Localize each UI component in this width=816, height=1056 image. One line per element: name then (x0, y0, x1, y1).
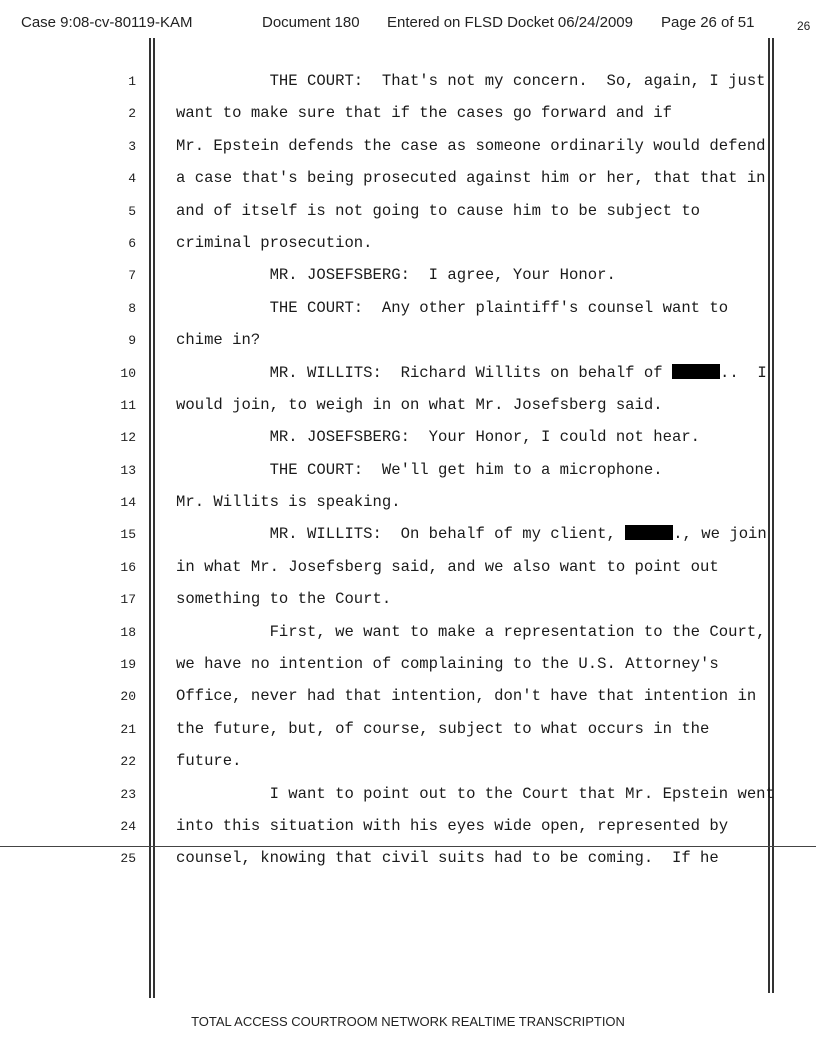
line-text-segment: we have no intention of complaining to the U.S. Attorney's (176, 655, 719, 674)
line-number: 14 (120, 495, 136, 511)
page-indicator: Page 26 of 51 (661, 14, 755, 31)
line-text-segment: .. I (719, 363, 767, 382)
transcript-line (0, 193, 816, 225)
line-number: 15 (120, 527, 136, 543)
line-text (176, 687, 756, 705)
line-text-segment: MR. JOSEFSBERG: Your Honor, I could not hear. (176, 428, 701, 447)
line-text (176, 202, 700, 220)
line-text-segment: want to make sure that if the cases go forward and if (176, 104, 672, 123)
line-number: 11 (120, 397, 136, 413)
transcript-line (0, 63, 816, 95)
line-text (176, 428, 700, 446)
line-text (176, 331, 260, 349)
line-text-segment: in what Mr. Josefsberg said, and we also want to point out (176, 557, 719, 576)
line-text (176, 590, 391, 608)
line-text-segment: MR. WILLITS: Richard Willits on behalf of (176, 363, 672, 382)
line-text-segment: First, we want to make a representation to the Court, (176, 622, 766, 641)
redaction-box (625, 525, 673, 540)
line-number: 16 (120, 559, 136, 575)
line-text (176, 558, 719, 576)
line-number: 19 (120, 657, 136, 673)
transcript-line (0, 516, 816, 548)
transcript-line (0, 452, 816, 484)
line-text (176, 364, 767, 382)
line-number: 9 (128, 333, 136, 349)
line-number: 21 (120, 721, 136, 737)
line-number: 7 (128, 268, 136, 284)
line-text-segment: MR. WILLITS: On behalf of my client, (176, 525, 626, 544)
line-text (176, 461, 663, 479)
transcript-line (0, 128, 816, 160)
line-text-segment: I want to point out to the Court that Mr. Epstein went (176, 784, 775, 803)
case-number: Case 9:08-cv-80119-KAM (21, 14, 193, 31)
line-text-segment: ., we join (673, 525, 767, 544)
transcript-line (0, 484, 816, 516)
line-text (176, 623, 766, 641)
transcript-line (0, 678, 816, 710)
document-header (0, 0, 816, 40)
transcript-line (0, 581, 816, 613)
redaction-box (672, 364, 720, 379)
transcript-line (0, 419, 816, 451)
transcript-body (0, 63, 816, 873)
line-text (176, 137, 766, 155)
line-number: 12 (120, 430, 136, 446)
transcript-line (0, 743, 816, 775)
line-number: 2 (128, 106, 136, 122)
line-text-segment: would join, to weigh in on what Mr. Josefsberg said. (176, 395, 663, 414)
line-text (176, 104, 672, 122)
line-text-segment: Mr. Willits is speaking. (176, 493, 401, 512)
transcript-line (0, 257, 816, 289)
line-text-segment: counsel, knowing that civil suits had to be coming. If he (176, 849, 719, 868)
line-text (176, 720, 709, 738)
transcript-line (0, 322, 816, 354)
line-text-segment: chime in? (176, 331, 261, 350)
line-text (176, 493, 401, 511)
transcript-line (0, 711, 816, 743)
line-text (176, 525, 767, 543)
line-number: 22 (120, 754, 136, 770)
line-text-segment: something to the Court. (176, 590, 392, 609)
line-text-segment: Office, never had that intention, don't have that intention in (176, 687, 757, 706)
line-text (176, 752, 242, 770)
line-text (176, 396, 663, 414)
transcript-line (0, 225, 816, 257)
line-number: 3 (128, 138, 136, 154)
transcript-line (0, 808, 816, 840)
line-text-segment: the future, but, of course, subject to what occurs in the (176, 719, 710, 738)
line-text-segment: a case that's being prosecuted against him or her, that that in (176, 169, 766, 188)
line-number: 1 (128, 74, 136, 89)
line-text (176, 169, 766, 187)
line-number: 23 (120, 786, 136, 802)
transcript-line (0, 95, 816, 127)
line-text (176, 817, 728, 835)
transcript-page-number: 26 (797, 19, 811, 33)
line-text-segment: THE COURT: Any other plaintiff's counsel want to (176, 298, 729, 317)
line-text (176, 234, 373, 252)
document-number: Document 180 (262, 14, 360, 31)
line-number: 18 (120, 624, 136, 640)
docket-entry: Entered on FLSD Docket 06/24/2009 (387, 14, 633, 31)
line-number: 10 (120, 365, 136, 381)
line-number: 20 (120, 689, 136, 705)
transcript-line (0, 160, 816, 192)
line-number: 4 (128, 171, 136, 187)
line-text (176, 299, 728, 317)
line-number: 5 (128, 203, 136, 219)
line-number: 24 (120, 818, 136, 834)
line-number: 6 (128, 235, 136, 251)
line-text (176, 785, 775, 803)
line-number: 8 (128, 300, 136, 316)
transcript-line (0, 646, 816, 678)
line-text (176, 72, 766, 90)
transcript-line (0, 776, 816, 808)
line-text-segment: Mr. Epstein defends the case as someone ordinarily would defend (176, 136, 766, 155)
line-text-segment: and of itself is not going to cause him to be subject to (176, 201, 701, 220)
line-text-segment: THE COURT: That's not my concern. So, again, I just (176, 72, 766, 90)
transcript-line (0, 290, 816, 322)
transcript-footer: TOTAL ACCESS COURTROOM NETWORK REALTIME TRANSCRIPTION (191, 1014, 625, 1029)
line-text-segment: MR. JOSEFSBERG: I agree, Your Honor. (176, 266, 616, 285)
transcript-line (0, 387, 816, 419)
line-text-segment: criminal prosecution. (176, 233, 373, 252)
line-text (176, 849, 719, 867)
transcript-line (0, 840, 816, 872)
transcript-line (0, 614, 816, 646)
transcript-line (0, 355, 816, 387)
line-text-segment: future. (176, 752, 242, 771)
line-text-segment: into this situation with his eyes wide open, represented by (176, 816, 729, 835)
line-text (176, 266, 616, 284)
line-number: 13 (120, 462, 136, 478)
line-text-segment: THE COURT: We'll get him to a microphone. (176, 460, 663, 479)
line-number: 17 (120, 592, 136, 608)
line-number: 25 (120, 851, 136, 867)
line-text (176, 655, 719, 673)
transcript-line (0, 549, 816, 581)
